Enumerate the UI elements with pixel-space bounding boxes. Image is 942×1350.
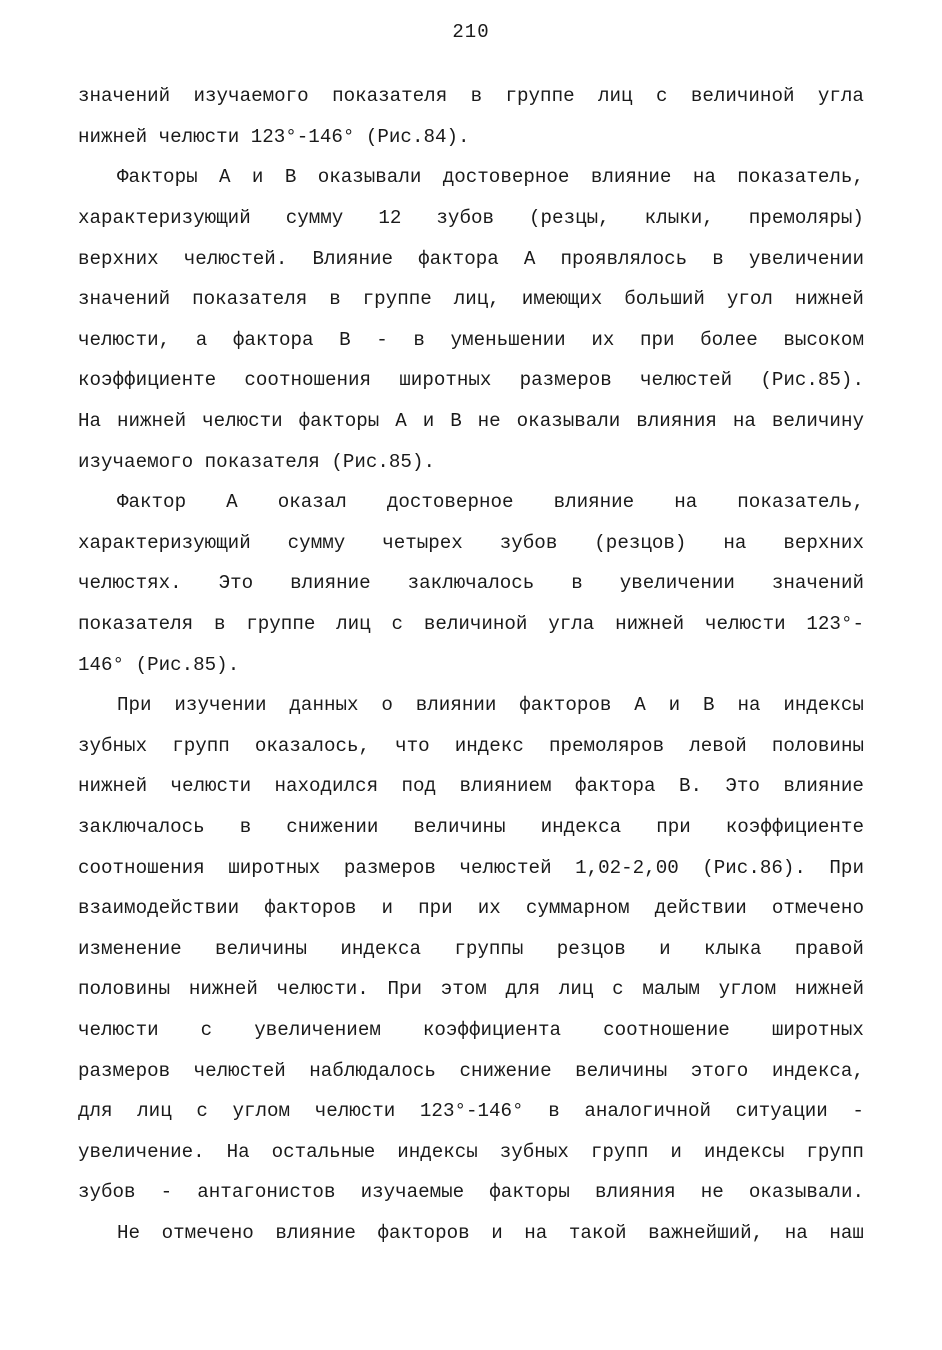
word: - — [376, 328, 388, 351]
word: широтных — [771, 1018, 864, 1041]
text-line — [78, 157, 864, 198]
word: группе — [362, 288, 432, 311]
word: нижней — [188, 978, 258, 1001]
word: зубов — [499, 531, 558, 554]
word: А — [523, 247, 536, 270]
word: о — [381, 694, 393, 717]
word: лиц — [137, 1100, 172, 1123]
text-line — [78, 888, 864, 929]
word: групп — [590, 1140, 649, 1163]
word: челюстей — [639, 369, 733, 392]
word: изучаемого — [193, 85, 309, 108]
word: показатель, — [737, 166, 864, 189]
text-line — [78, 969, 864, 1010]
word: этого — [690, 1059, 749, 1082]
text-line — [78, 523, 864, 564]
word: увеличении — [619, 572, 735, 595]
word: челюсти — [705, 613, 786, 636]
word: широтных — [228, 856, 321, 879]
word: челюстей. — [183, 247, 288, 270]
word: челюстей — [459, 856, 552, 879]
word: с — [612, 978, 624, 1001]
word: индекса — [540, 815, 622, 838]
word: с — [196, 1100, 208, 1123]
word: челюсти — [314, 1100, 396, 1123]
word: на — [723, 531, 747, 554]
word: размеров — [519, 369, 612, 392]
word: взаимодействии — [78, 897, 240, 920]
word: влияния — [595, 1181, 676, 1204]
text-line — [78, 117, 864, 158]
text-line — [78, 604, 864, 645]
word: Фактор — [117, 491, 187, 514]
word: и — [659, 937, 671, 960]
word: малым — [642, 978, 700, 1001]
word: В. — [678, 775, 702, 798]
word: показателя — [78, 613, 194, 636]
word: челюстях. — [78, 572, 182, 595]
word: увеличении — [748, 247, 864, 270]
word: (резцы, — [529, 207, 610, 230]
word: нижней — [794, 978, 864, 1001]
word: групп — [172, 734, 230, 757]
word: В — [284, 166, 297, 189]
word: Влияние — [312, 247, 394, 270]
word: соотношения — [244, 369, 372, 392]
word: и — [381, 897, 394, 920]
word: А — [219, 166, 231, 189]
word: на — [524, 1221, 548, 1244]
text-line — [78, 807, 864, 848]
word: больший — [624, 288, 705, 311]
word: индексы — [397, 1140, 478, 1163]
word: действии — [654, 897, 747, 920]
word: важнейший, — [648, 1221, 764, 1244]
word: угла — [817, 85, 864, 108]
text-line — [78, 1213, 864, 1254]
word: величиной — [423, 613, 528, 636]
word: высоком — [783, 328, 864, 351]
word: индексы — [783, 694, 864, 717]
word: размеров — [78, 1059, 171, 1082]
word: величины — [413, 815, 506, 838]
word: не — [477, 410, 501, 433]
text-line — [78, 766, 864, 807]
word: влияние — [290, 572, 371, 595]
word: правой — [794, 937, 864, 960]
word: 123°- — [806, 613, 864, 636]
word: увеличением — [254, 1018, 381, 1041]
word: резцов — [556, 937, 626, 960]
word: отмечено — [161, 1221, 254, 1244]
word: фактора — [418, 247, 499, 270]
word: наблюдалось — [309, 1059, 436, 1082]
word: (Рис.86). — [702, 856, 806, 879]
word: широтных — [399, 369, 492, 392]
word: челюсти — [170, 775, 252, 798]
word: Это — [725, 775, 760, 798]
word: и — [668, 694, 681, 717]
word: на — [737, 694, 761, 717]
word: факторы — [489, 1181, 570, 1204]
text-line — [78, 1131, 864, 1172]
word: - — [852, 1100, 864, 1123]
word: зубных — [78, 734, 148, 757]
word: (Рис.85). — [760, 369, 864, 392]
word: снижение — [459, 1059, 552, 1082]
word: показатель, — [737, 491, 864, 514]
word: челюстей — [193, 1059, 286, 1082]
word: В — [703, 694, 715, 717]
word: находился — [274, 775, 379, 798]
word: влияния — [636, 410, 717, 433]
word: значений — [78, 85, 171, 108]
word: в — [712, 247, 724, 270]
text-line — [78, 1010, 864, 1051]
word: (резцов) — [594, 531, 687, 554]
text-line — [78, 482, 864, 523]
word: индекс — [454, 734, 524, 757]
word: челюсти — [158, 125, 240, 148]
word: коэффициента — [422, 1018, 562, 1041]
word: отмечено — [771, 897, 864, 920]
word: факторов — [264, 897, 357, 920]
word: соотношения — [78, 856, 205, 879]
word: в — [329, 288, 341, 311]
word: челюсти — [202, 410, 283, 433]
word: При — [387, 978, 423, 1001]
word: (Рис.85). — [135, 653, 240, 676]
word: наш — [829, 1221, 864, 1244]
word: заключалось — [407, 572, 535, 595]
word: характеризующий — [78, 531, 251, 554]
word: этом — [440, 978, 487, 1001]
word: для — [505, 978, 541, 1001]
word: четырех — [382, 531, 463, 554]
word: в — [548, 1100, 560, 1123]
word: заключалось — [78, 815, 205, 838]
word: фактора — [574, 775, 656, 798]
word: зубных — [499, 1140, 569, 1163]
word: при — [639, 328, 675, 351]
word: влиянием — [459, 775, 552, 798]
text-line — [78, 726, 864, 767]
word: В — [450, 410, 462, 433]
word: 146° — [78, 653, 125, 676]
word: в — [470, 85, 483, 108]
word: 12 — [378, 207, 402, 230]
word: и — [670, 1140, 682, 1163]
word: при — [656, 815, 691, 838]
word: и — [491, 1221, 503, 1244]
word: в — [239, 815, 252, 838]
word: группе — [505, 85, 575, 108]
word: такой — [568, 1221, 627, 1244]
word: значений — [771, 572, 864, 595]
word: величины — [575, 1059, 668, 1082]
word: в — [571, 572, 583, 595]
text-line — [78, 685, 864, 726]
word: характеризующий — [78, 207, 251, 230]
word: проявлялось — [560, 247, 688, 270]
word: челюсти — [78, 1018, 159, 1041]
word: В — [339, 328, 351, 351]
text-line — [78, 563, 864, 604]
word: фактора — [232, 328, 314, 351]
word: группы — [454, 937, 524, 960]
word: групп — [806, 1140, 864, 1163]
text-line — [78, 928, 864, 969]
word: - — [160, 1181, 173, 1204]
word: в — [413, 328, 425, 351]
word: оказал — [277, 491, 347, 514]
word: На — [226, 1140, 250, 1163]
word: А — [634, 694, 646, 717]
word: оказывали — [516, 410, 621, 433]
text-line — [78, 441, 864, 482]
text-line — [78, 320, 864, 361]
word: не — [700, 1181, 724, 1204]
word: под — [401, 775, 437, 798]
word: (Рис.85). — [331, 450, 435, 473]
word: нижней — [78, 775, 148, 798]
word: влияние — [553, 491, 635, 514]
word: А — [395, 410, 407, 433]
text-line — [78, 238, 864, 279]
word: суммарном — [525, 897, 630, 920]
word: аналогичной — [584, 1100, 711, 1123]
word: углом — [232, 1100, 291, 1123]
word: с — [391, 613, 404, 636]
word: антагонистов — [197, 1181, 336, 1204]
word: снижении — [286, 815, 379, 838]
word: на — [784, 1221, 808, 1244]
word: оказалось, — [254, 734, 371, 757]
word: челюсти, — [78, 328, 171, 351]
word: лиц — [598, 85, 633, 108]
word: А — [226, 491, 238, 514]
word: на — [692, 166, 716, 189]
word: группе — [246, 613, 316, 636]
text-line — [78, 279, 864, 320]
word: 1,02-2,00 — [575, 856, 679, 879]
word: премоляры) — [748, 207, 864, 230]
word: увеличение. — [78, 1140, 205, 1163]
word: для — [78, 1100, 113, 1123]
word: показателя — [332, 85, 448, 108]
word: верхних — [783, 531, 864, 554]
word: изучаемого — [78, 450, 194, 473]
word: клыка — [703, 937, 762, 960]
word: влиянии — [415, 694, 497, 717]
word: На — [78, 410, 102, 433]
word: более — [700, 328, 758, 351]
text-line — [78, 401, 864, 442]
word: зубов — [436, 207, 494, 230]
word: данных — [289, 694, 359, 717]
word: изменение — [78, 937, 182, 960]
word: верхних — [78, 247, 159, 270]
word: оказывали — [317, 166, 422, 189]
word: имеющих — [521, 288, 603, 311]
word: Не — [117, 1221, 141, 1244]
word: левой — [689, 734, 747, 757]
word: 123°-146° — [419, 1100, 524, 1123]
text-line — [78, 1172, 864, 1213]
word: сумму — [287, 531, 346, 554]
word: угла — [548, 613, 595, 636]
word: а — [195, 328, 208, 351]
word: угол — [726, 288, 773, 311]
word: ситуации — [735, 1100, 828, 1123]
word: в — [213, 613, 226, 636]
word: лиц, — [453, 288, 500, 311]
word: премоляров — [548, 734, 665, 757]
word: При — [829, 856, 864, 879]
word: лиц — [336, 613, 371, 636]
word: их — [477, 897, 501, 920]
word: нижней — [615, 613, 685, 636]
word: сумму — [285, 207, 344, 230]
word: нижней — [78, 125, 148, 148]
word: на — [674, 491, 698, 514]
word: индекса, — [771, 1059, 864, 1082]
word: факторов — [519, 694, 612, 717]
word: величины — [214, 937, 308, 960]
word: коэффициенте — [78, 369, 217, 392]
word: факторов — [377, 1221, 470, 1244]
word: на — [732, 410, 756, 433]
word: соотношение — [603, 1018, 730, 1041]
text-line — [78, 76, 864, 117]
word: показателя — [192, 288, 308, 311]
word: 123°-146° — [250, 125, 355, 148]
word: нижней — [117, 410, 187, 433]
text-line — [78, 644, 864, 685]
word: углом — [718, 978, 777, 1001]
word: влияние — [590, 166, 672, 189]
word: величину — [771, 410, 864, 433]
text-line — [78, 1050, 864, 1091]
word: их — [591, 328, 615, 351]
word: челюсти. — [276, 978, 369, 1001]
word: при — [418, 897, 453, 920]
word: половины — [78, 978, 171, 1001]
text-line — [78, 1091, 864, 1132]
word: коэффициенте — [725, 815, 864, 838]
word: нижней — [794, 288, 864, 311]
word: с — [200, 1018, 213, 1041]
word: достоверное — [442, 166, 570, 189]
word: достоверное — [386, 491, 514, 514]
text-line — [78, 847, 864, 888]
word: что — [395, 734, 430, 757]
word: влияние — [275, 1221, 356, 1244]
word: с — [655, 85, 668, 108]
word: показателя — [204, 450, 320, 473]
word: зубов — [78, 1181, 136, 1204]
word: изучаемые — [360, 1181, 465, 1204]
word: клыки, — [644, 207, 714, 230]
word: (Рис.84). — [365, 125, 470, 148]
word: остальные — [271, 1140, 376, 1163]
text-line — [78, 360, 864, 401]
word: Факторы — [117, 166, 198, 189]
word: индексы — [703, 1140, 785, 1163]
word: лиц — [558, 978, 594, 1001]
word: индекса — [340, 937, 421, 960]
word: и — [422, 410, 435, 433]
word: При — [117, 694, 152, 717]
word: размеров — [343, 856, 436, 879]
text-line — [78, 198, 864, 239]
word: влияние — [783, 775, 864, 798]
word: факторы — [298, 410, 380, 433]
word: изучении — [174, 694, 267, 717]
word: половины — [771, 734, 864, 757]
word: величиной — [690, 85, 795, 108]
word: и — [251, 166, 264, 189]
word: Это — [218, 572, 254, 595]
word: оказывали. — [748, 1181, 864, 1204]
document-body — [78, 76, 864, 1253]
word: уменьшении — [450, 328, 566, 351]
word: значений — [78, 288, 171, 311]
page-number: 210 — [452, 21, 490, 43]
